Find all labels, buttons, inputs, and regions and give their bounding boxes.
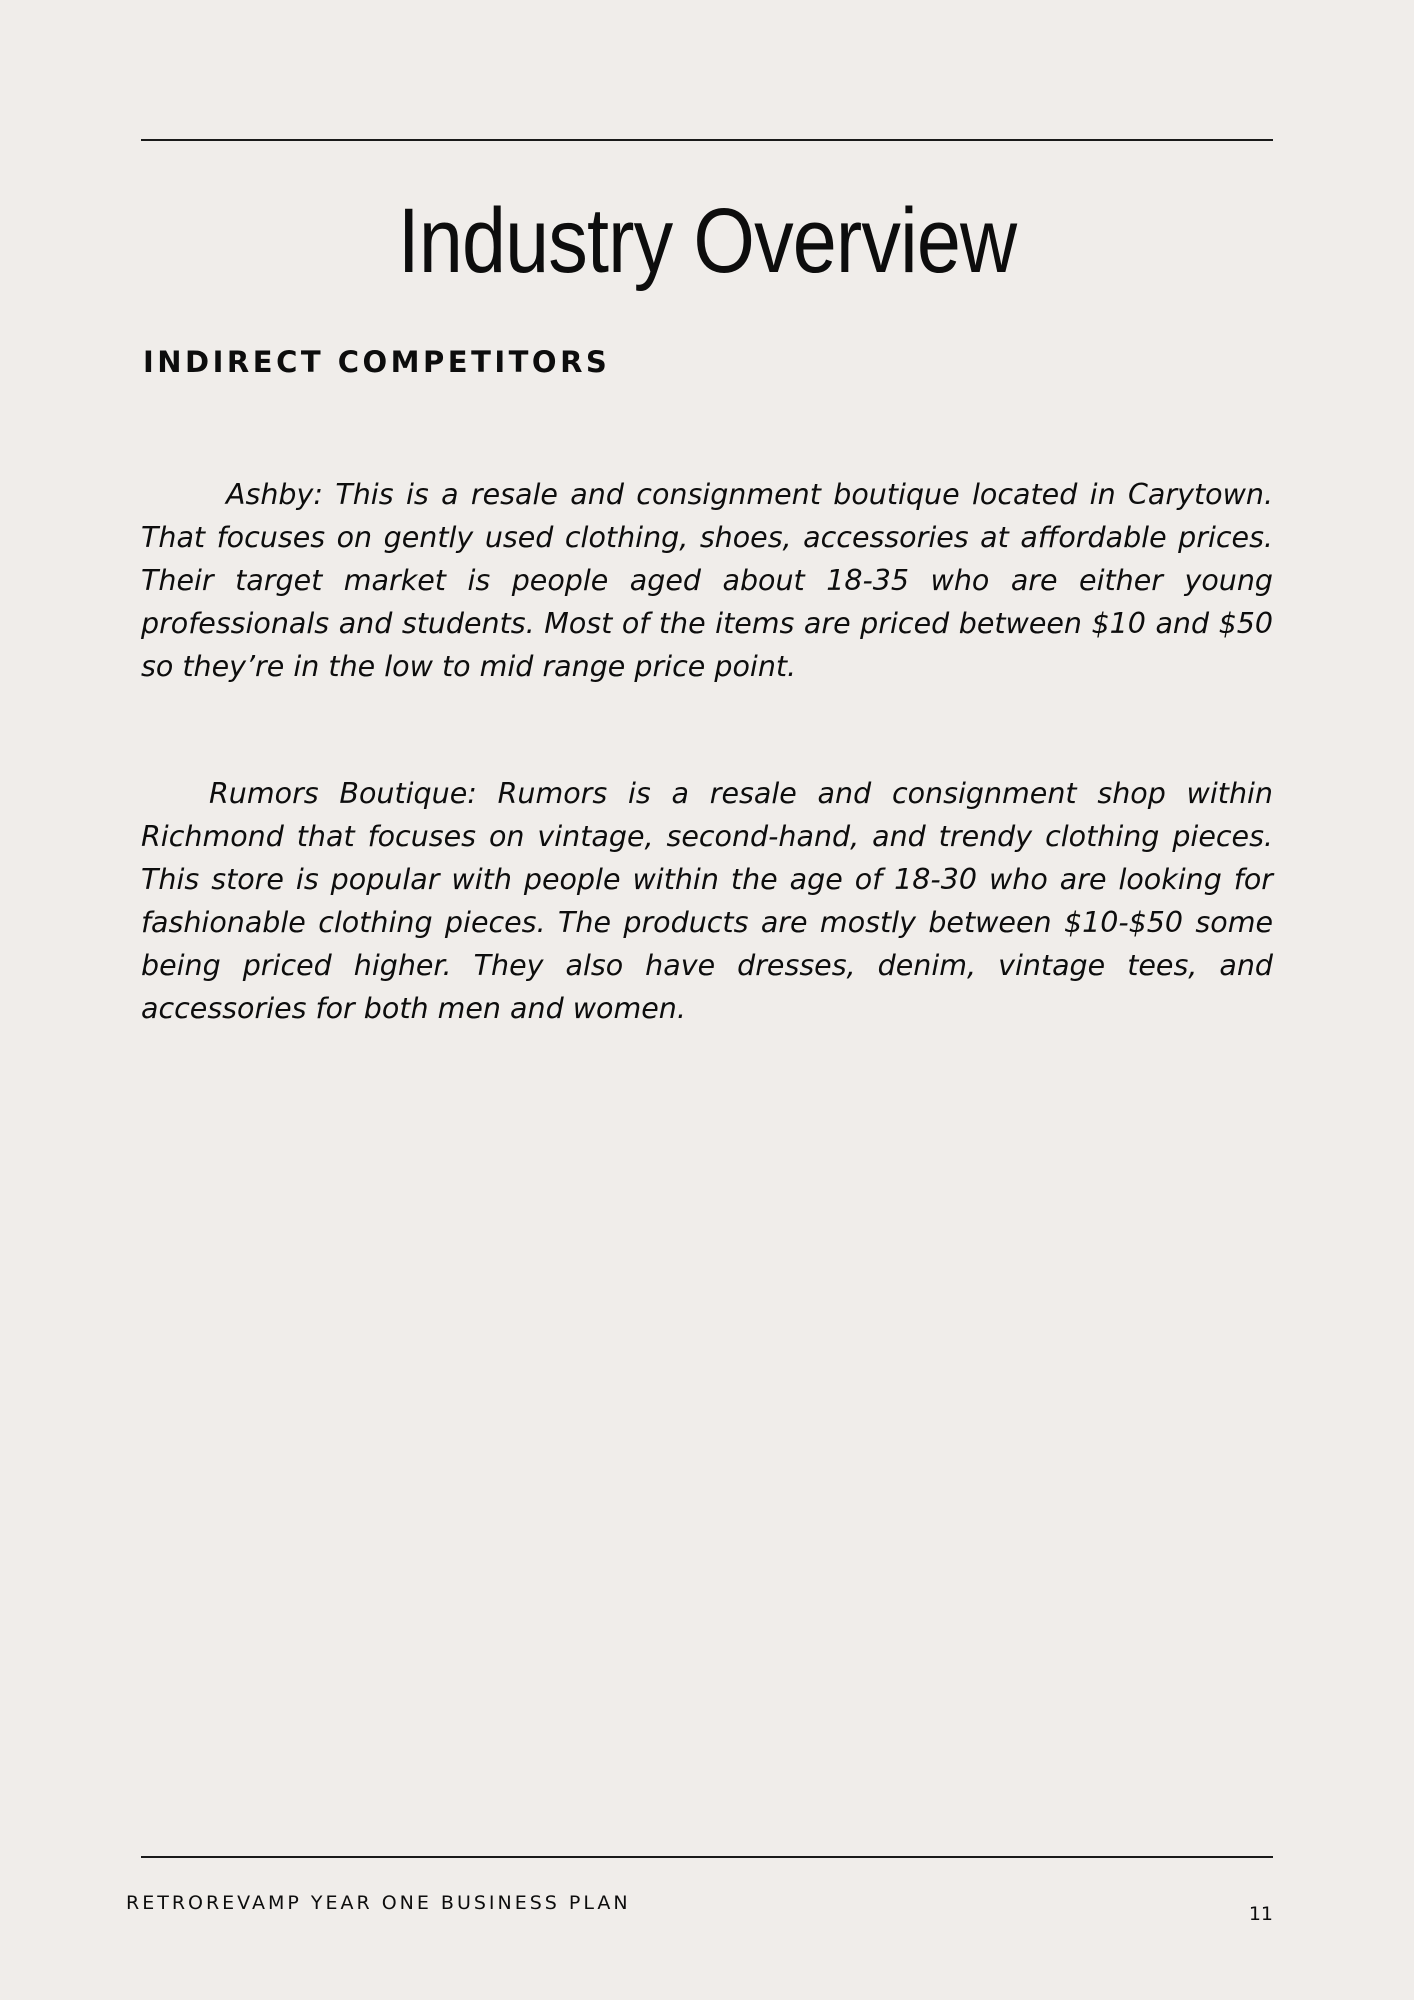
- top-divider: [141, 139, 1273, 141]
- footer-document-title: RETROREVAMP YEAR ONE BUSINESS PLAN: [126, 1892, 631, 1914]
- page-title: Industry Overview: [397, 190, 1017, 292]
- paragraph-ashby: Ashby: This is a resale and consignment boutique located in Carytown. That focuses on gently used clothing, shoes, accessories at affordable prices. Their target market is people aged about 18-35 who are either young professionals and students. Most of the items are priced between $10 and $50 so they’re in the low to mid range price point.: [141, 478, 1273, 683]
- page-number: 11: [1248, 1903, 1273, 1925]
- paragraph-rumors-boutique: Rumors Boutique: Rumors is a resale and consignment shop within Richmond that focuses on vintage, second-hand, and trendy clothing pieces. This store is popular with people within the age of 18-30 who are looking for fashionable clothing pieces. The products are mostly between $10-$50 some being priced higher. They also have dresses, denim, vintage tees, and accessories for both men and women.: [141, 777, 1273, 1025]
- bottom-divider: [141, 1856, 1273, 1858]
- section-heading: INDIRECT COMPETITORS: [143, 345, 611, 379]
